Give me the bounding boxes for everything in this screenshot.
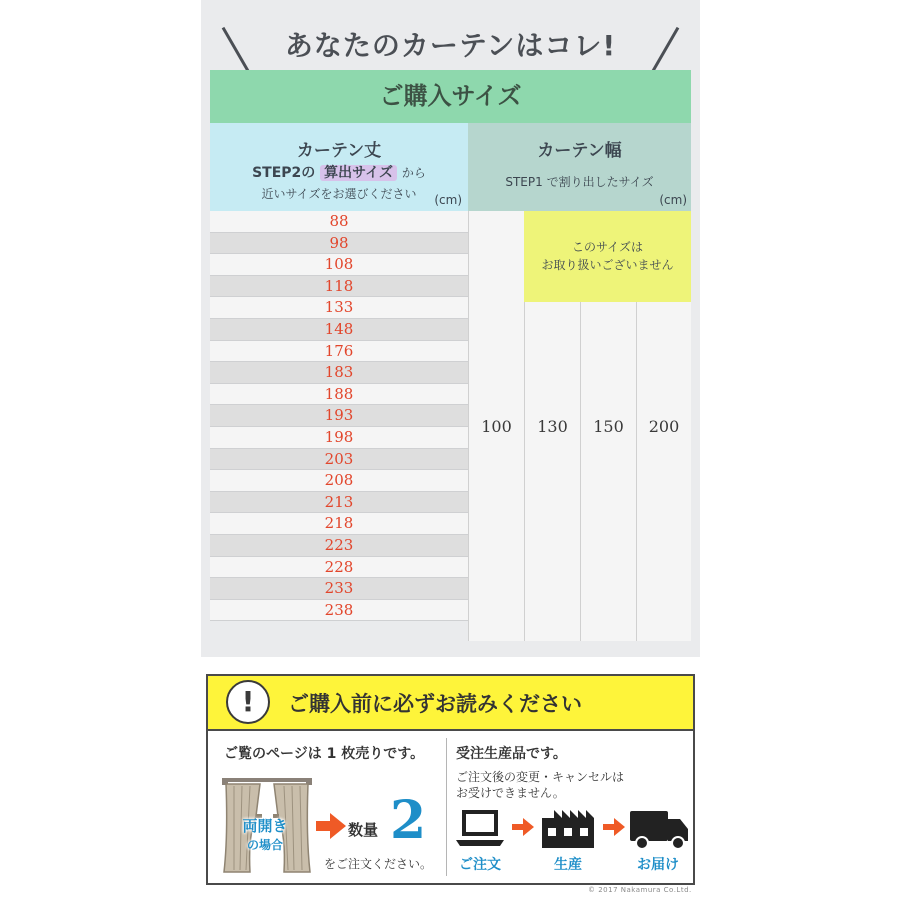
length-row[interactable]: 88 — [210, 211, 468, 233]
length-row[interactable]: 198 — [210, 427, 468, 449]
notice-title: ご購入前に必ずお読みください — [288, 692, 582, 716]
flow-step-delivery: お届け — [637, 857, 679, 873]
width-value: 100 — [481, 417, 512, 436]
length-row[interactable]: 228 — [210, 557, 468, 579]
step-highlight: 算出サイズ — [320, 165, 397, 181]
length-row[interactable]: 193 — [210, 405, 468, 427]
not-available-box — [524, 211, 691, 302]
length-row[interactable]: 98 — [210, 233, 468, 255]
factory-icon — [542, 808, 594, 848]
arrow-right-icon — [512, 818, 534, 836]
arrow-right-icon — [603, 818, 625, 836]
desc-line2: お受けできません。 — [456, 786, 565, 800]
ryobiraki-text: 両開き — [242, 817, 288, 835]
notice-box — [206, 674, 695, 885]
flow-step-production: 生産 — [554, 857, 582, 873]
length-row[interactable]: 183 — [210, 362, 468, 384]
length-row[interactable]: 203 — [210, 449, 468, 471]
width-header — [468, 123, 691, 211]
truck-icon — [630, 811, 688, 851]
notice-header — [208, 676, 693, 731]
length-row[interactable]: 148 — [210, 319, 468, 341]
step-suffix: から — [401, 166, 426, 180]
width-value: 150 — [593, 417, 624, 436]
not-available-line1: このサイズは — [571, 240, 644, 254]
purchase-size-banner: ご購入サイズ — [210, 70, 691, 123]
order-text: をご注文ください。 — [324, 857, 433, 871]
width-header-subtitle: STEP1 で割り出したサイズ — [505, 175, 654, 189]
single-panel-notice — [208, 731, 446, 881]
headline-text: あなたのカーテンはコレ! — [284, 29, 617, 62]
length-header-step — [210, 162, 468, 182]
length-header-title: カーテン丈 — [296, 141, 382, 161]
length-row[interactable]: 218 — [210, 513, 468, 535]
made-to-order-title: 受注生産品です。 — [456, 746, 567, 762]
single-panel-title: ご覧のページは 1 枚売りです。 — [224, 746, 425, 762]
no-baai-text: の場合 — [246, 838, 283, 852]
width-header-title: カーテン幅 — [537, 141, 622, 161]
width-value: 130 — [537, 417, 568, 436]
notice-divider — [446, 738, 447, 876]
length-header-instruction: 近いサイズをお選びください — [261, 187, 417, 201]
length-row[interactable]: 238 — [210, 600, 468, 622]
length-row[interactable]: 208 — [210, 470, 468, 492]
copyright: © 2017 Nakamura Co.Ltd. — [588, 886, 692, 894]
length-row[interactable]: 233 — [210, 578, 468, 600]
step-prefix: STEP2の — [252, 165, 316, 181]
exclamation-circle-icon: ! — [226, 680, 270, 724]
length-row[interactable]: 223 — [210, 535, 468, 557]
quantity-value: 2 — [390, 790, 427, 851]
length-unit: (cm) — [434, 193, 462, 207]
length-row[interactable]: 188 — [210, 384, 468, 406]
not-available-line2: お取り扱いございません — [541, 258, 674, 272]
made-to-order-desc — [456, 769, 624, 801]
size-panel — [201, 0, 700, 657]
width-unit: (cm) — [659, 193, 687, 207]
width-value: 200 — [648, 417, 680, 436]
quantity-label: 数量 — [348, 821, 379, 839]
length-row[interactable]: 118 — [210, 276, 468, 298]
length-row[interactable]: 108 — [210, 254, 468, 276]
width-cell-100[interactable] — [468, 211, 524, 641]
length-row[interactable]: 133 — [210, 297, 468, 319]
length-header — [210, 123, 468, 211]
made-to-order-notice — [448, 731, 693, 881]
flow-step-order: ご注文 — [459, 857, 501, 873]
headline — [201, 14, 700, 70]
length-column — [210, 211, 468, 641]
length-row[interactable]: 176 — [210, 341, 468, 363]
arrow-right-icon — [316, 813, 346, 839]
length-row[interactable]: 213 — [210, 492, 468, 514]
desc-line1: ご注文後の変更・キャンセルは — [456, 770, 625, 784]
width-area — [468, 211, 691, 641]
laptop-icon — [456, 808, 504, 848]
double-opening-label — [234, 815, 296, 853]
